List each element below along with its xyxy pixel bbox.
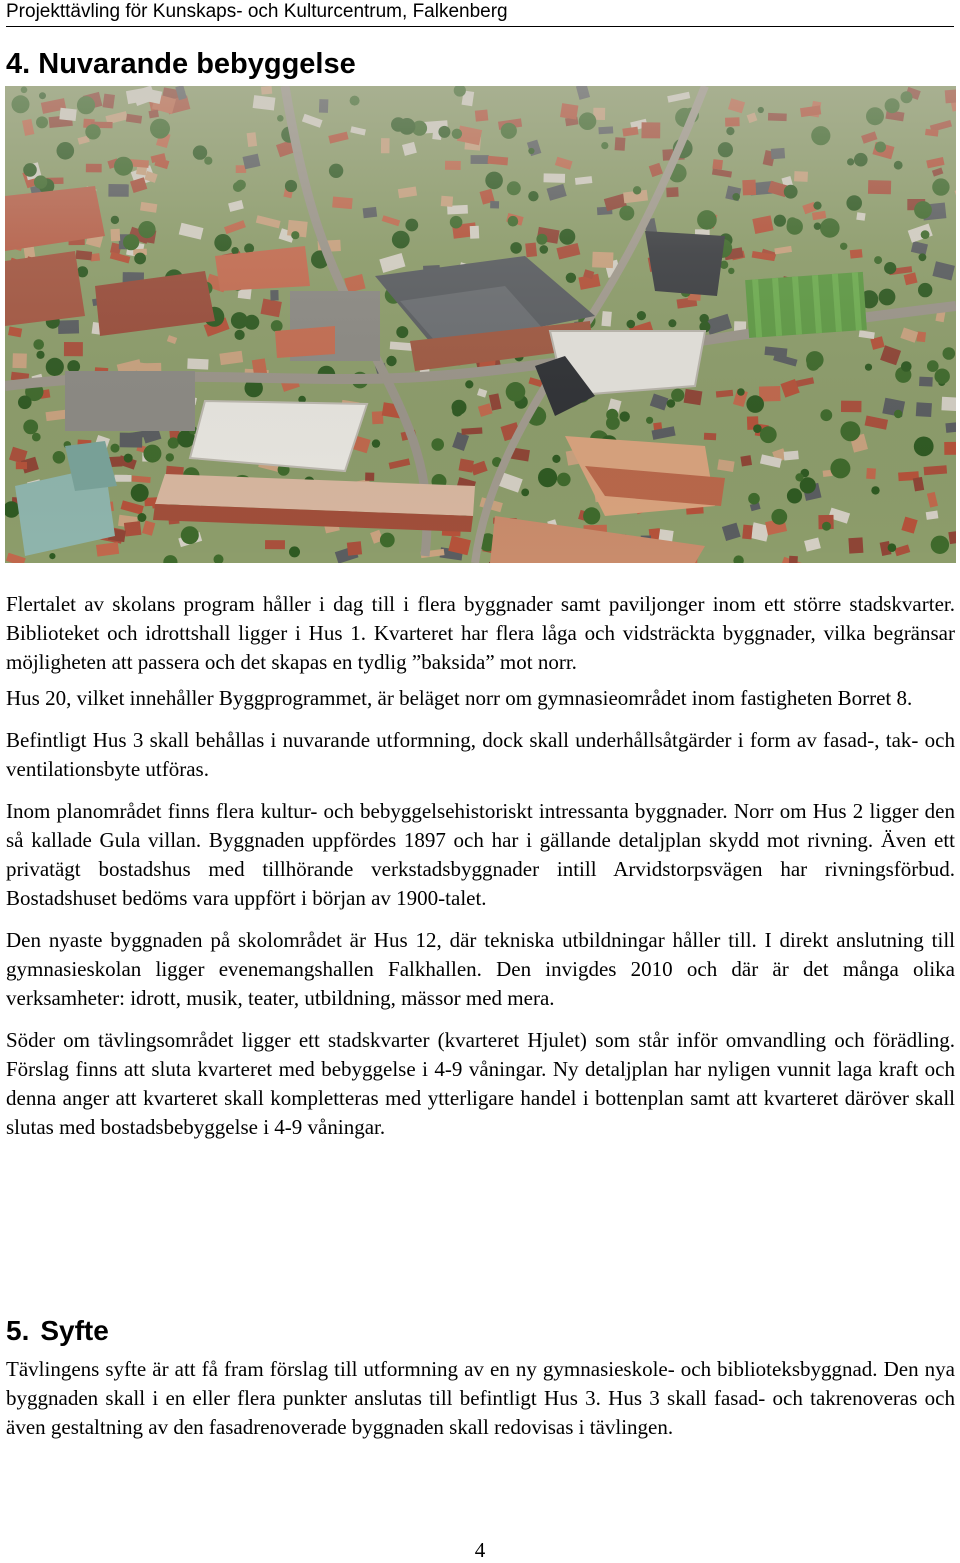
section-5-body bbox=[6, 1355, 955, 1455]
aerial-photo-illustration bbox=[5, 86, 956, 563]
paragraph: Flertalet av skolans program håller i dag till i flera byggnader samt paviljonger inom ett större stadskvarter. Biblioteket och idrottshall ligger i Hus 1. Kvarteret har flera låga och vidsträckta byggnader, vilka begränsar möjligheten att passera och det skapas en tydlig ”baksida” mot norr. bbox=[6, 592, 955, 674]
aerial-photo bbox=[5, 86, 956, 563]
paragraph: Befintligt Hus 3 skall behållas i nuvarande utformning, dock skall underhållsåtgärder i form av fasad-, tak- och ventilationsbyte utföras. bbox=[6, 728, 955, 781]
running-header-title: Projekttävling för Kunskaps- och Kulturcentrum, Falkenberg bbox=[6, 1, 508, 22]
running-header bbox=[6, 0, 954, 27]
page-number: 4 bbox=[474, 1538, 486, 1562]
paragraph: Den nyaste byggnaden på skolområdet är Hus 12, där tekniska utbildningar håller till. I direkt anslutning till gymnasieskolan ligger evenemangshallen Falkhallen. Den invigdes 2010 och där är det många olika verksamheter: idrott, musik, teater, utbildning, mässor med mera. bbox=[6, 928, 955, 1010]
paragraph: Inom planområdet finns flera kultur- och bebyggelsehistoriskt intressanta byggnader. Norr om Hus 2 ligger den så kallade Gula villan. Byggnaden uppfördes 1897 och har i gällande detaljplan skydd mot rivning. Även ett privatägt bostadshus med tillhörande verkstadsbyggnader intill Arvidstorpsvägen har rivningsförbud. Bostadshuset bedöms vara uppfört i början av 1900-talet. bbox=[6, 799, 955, 910]
atmospheric-haze bbox=[5, 86, 956, 563]
section-4-body bbox=[6, 590, 955, 1155]
section-title: Syfte bbox=[40, 1315, 109, 1346]
section-number: 4. bbox=[6, 48, 31, 80]
section-title: Nuvarande bebyggelse bbox=[38, 48, 356, 80]
paragraph: Söder om tävlingsområdet ligger ett stadskvarter (kvarteret Hjulet) som står inför omvandling och förädling. Förslag finns att sluta kvarteret med bebyggelse i 4-9 våningar. Ny detaljplan har nyligen vunnit laga kraft och denna anger att kvarteret skall kompletteras med ytterligare handel i bottenplan samt att kvarteret däröver skall slutas med bostadsbebyggelse i 4-9 våningar. bbox=[6, 1028, 955, 1139]
paragraph: Tävlingens syfte är att få fram förslag till utformning av en ny gymnasieskole- och biblioteksbyggnad. Den nya byggnaden skall i en eller flera punkter anslutas till befintligt Hus 3. Hus 3 skall fasad- och takrenoveras och även gestaltning av den fasadrenoverade byggnaden skall redovisas i tävlingen. bbox=[6, 1357, 955, 1439]
section-heading-5 bbox=[6, 1313, 109, 1349]
section-number: 5. bbox=[6, 1315, 30, 1346]
paragraph: Hus 20, vilket innehåller Byggprogrammet, är beläget norr om gymnasieområdet inom fastigheten Borret 8. bbox=[6, 686, 913, 710]
section-heading-4 bbox=[6, 46, 356, 82]
